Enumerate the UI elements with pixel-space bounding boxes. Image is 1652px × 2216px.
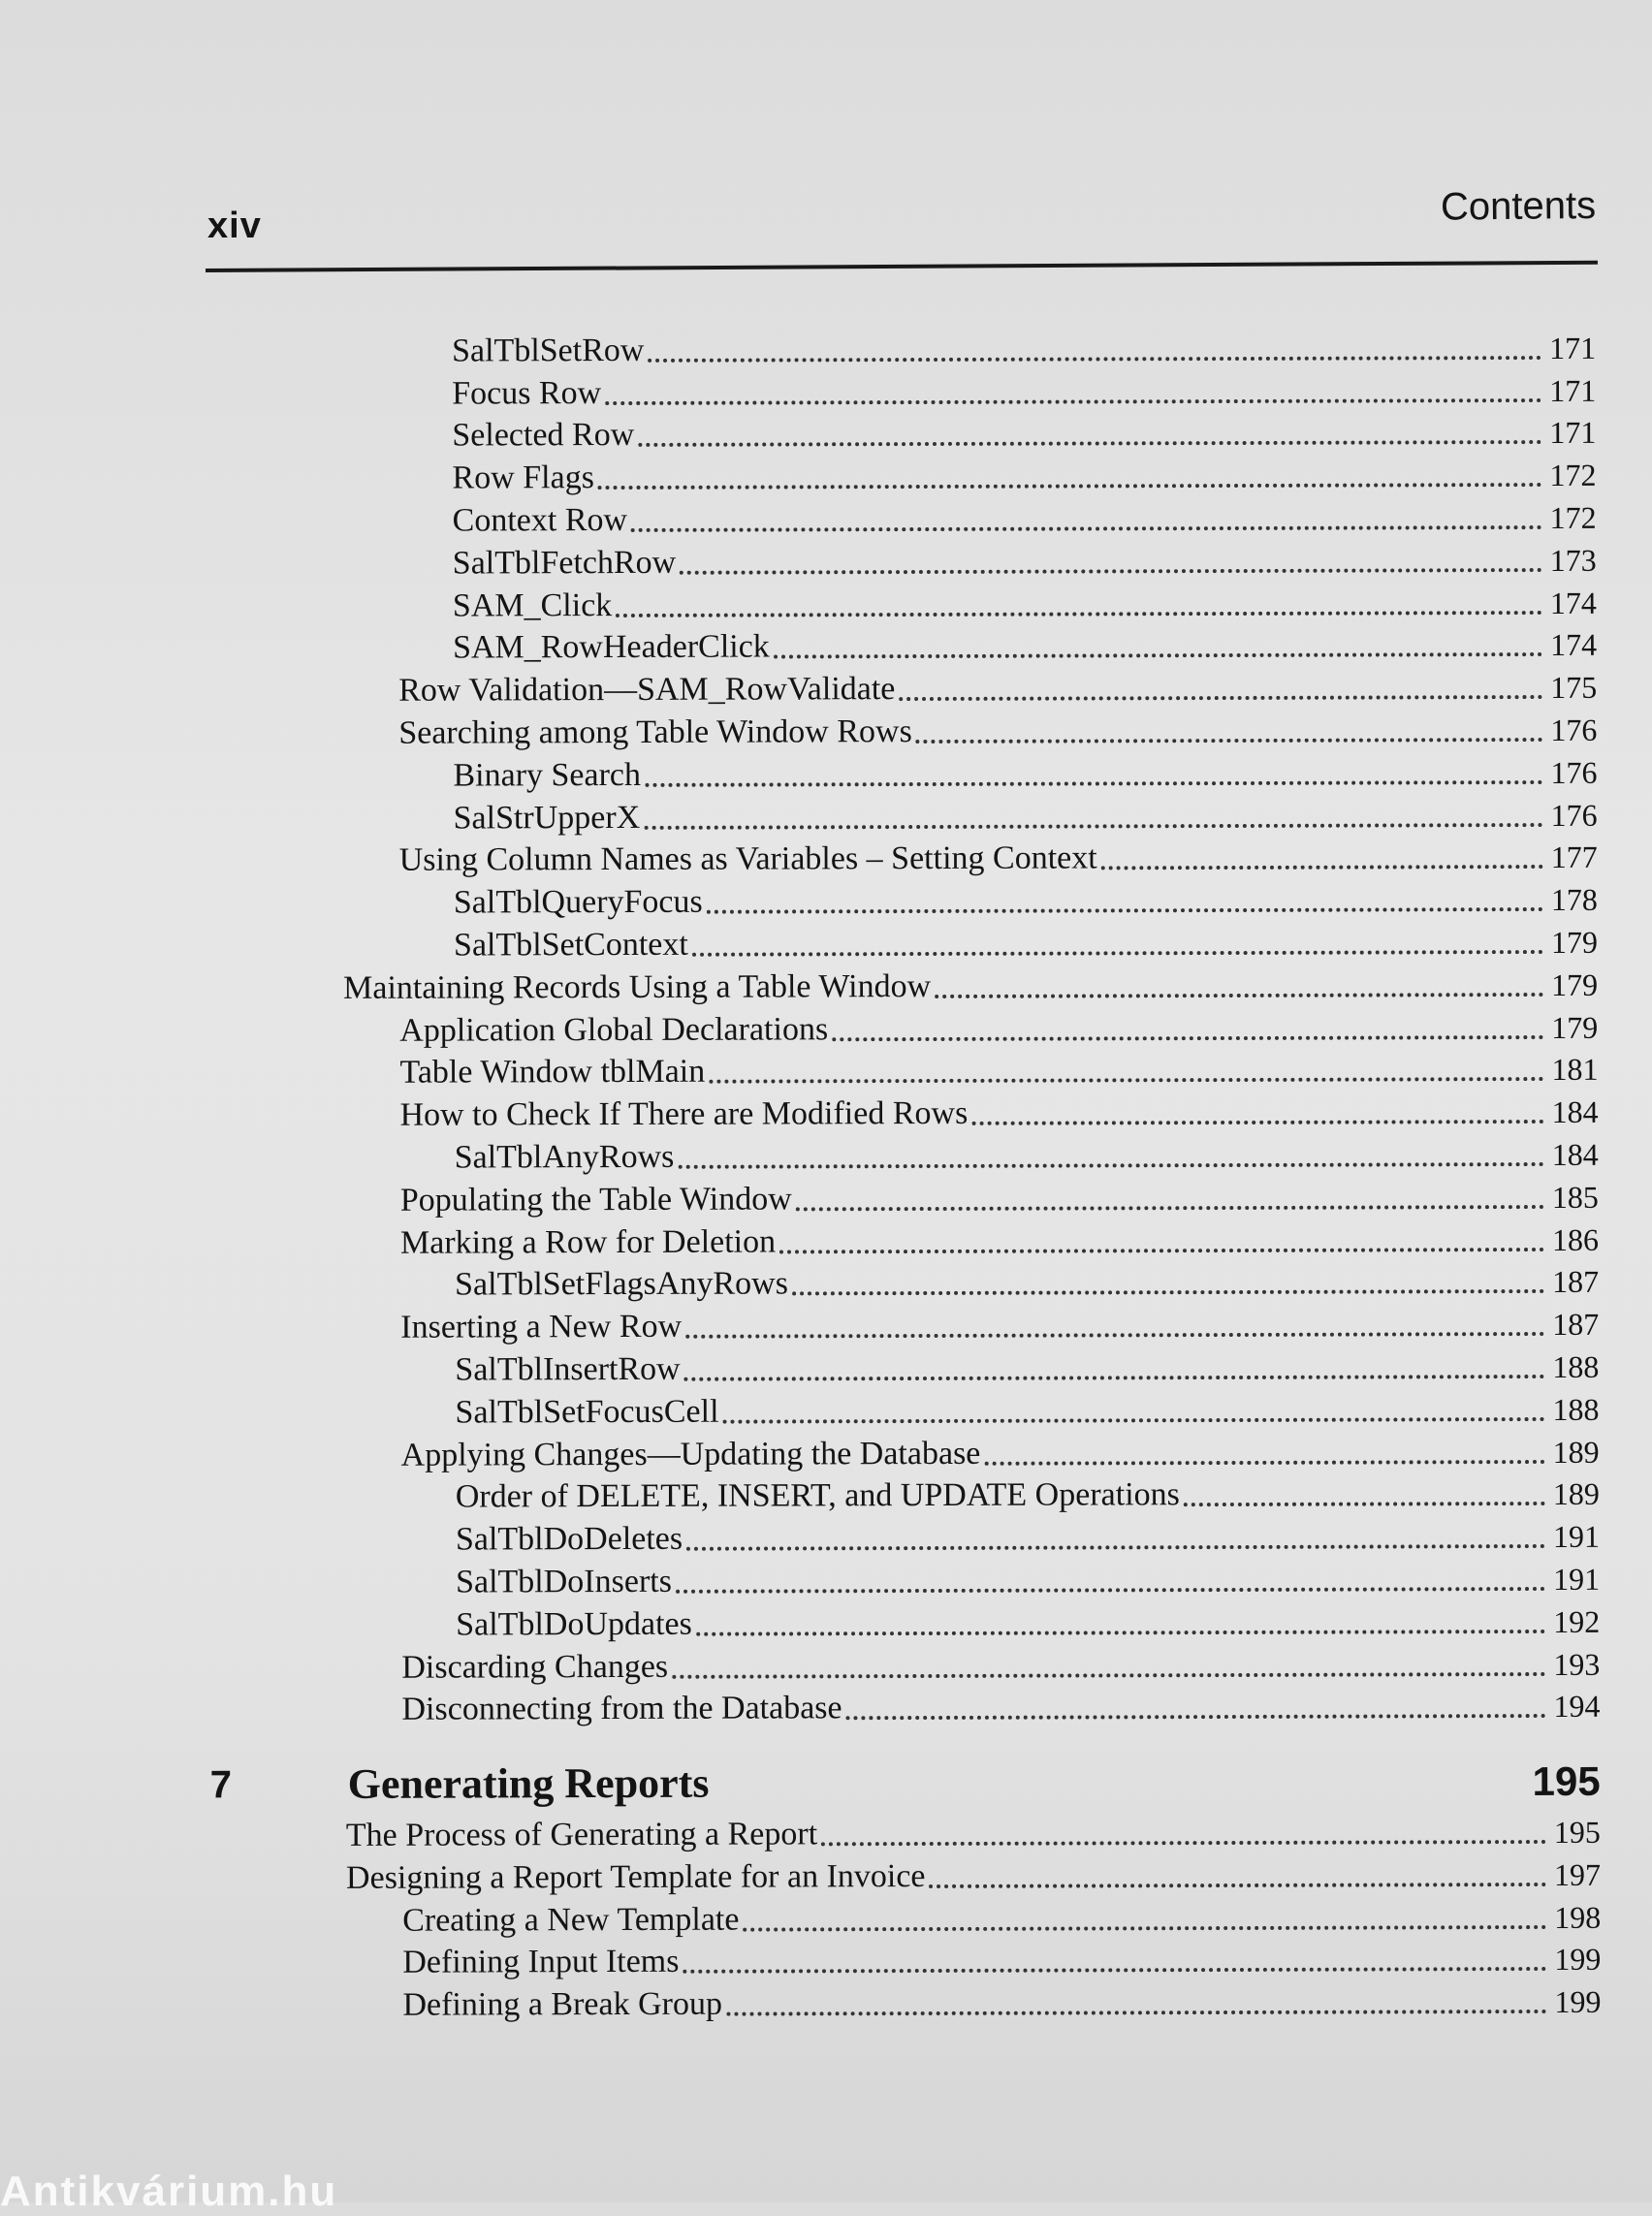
toc-entry — [4, 1513, 1652, 1561]
toc-entry-title: Maintaining Records Using a Table Window — [343, 967, 932, 1006]
dot-leader — [723, 1417, 1545, 1424]
toc-entry-title: Order of DELETE, INSERT, and UPDATE Operations — [455, 1476, 1180, 1515]
watermark: Antikvárium.hu — [0, 2168, 338, 2215]
toc-entry — [5, 1979, 1652, 2026]
toc-entry-page: 187 — [1552, 1306, 1600, 1343]
toc-entry-title: SalTblSetFocusCell — [455, 1393, 719, 1431]
toc-entry-page: 195 — [1553, 1814, 1601, 1851]
toc-entry-title: SalTblDoInserts — [456, 1563, 672, 1600]
toc-entry — [2, 1003, 1652, 1051]
toc-entry-title: SalTblDoDeletes — [455, 1520, 683, 1558]
dot-leader — [648, 356, 1541, 363]
toc-entry-title: Row Validation—SAM_RowValidate — [398, 671, 896, 709]
toc-entry-title: Marking a Row for Deletion — [399, 1223, 777, 1261]
toc-entry — [2, 1089, 1652, 1136]
toc-entry-title: Designing a Report Template for an Invoice — [345, 1857, 926, 1896]
toc-entry-page: 199 — [1554, 1984, 1602, 2020]
toc-entry-page: 174 — [1549, 585, 1597, 620]
toc-entry-title: SalStrUpperX — [453, 799, 641, 837]
toc-entry — [3, 1216, 1652, 1263]
toc-entry-title: SalTblSetContext — [453, 926, 688, 964]
toc-entry-title: SalTblFetchRow — [452, 544, 677, 582]
dot-leader — [846, 1714, 1546, 1720]
dot-leader — [644, 823, 1542, 830]
page-number: xiv — [207, 206, 262, 246]
toc-entry — [4, 1556, 1652, 1603]
toc-entry-page: 179 — [1551, 1009, 1599, 1045]
toc-entry-page: 191 — [1553, 1561, 1601, 1597]
toc-entry-page: 185 — [1551, 1179, 1599, 1215]
dot-leader — [930, 1883, 1547, 1888]
toc-entry — [3, 1344, 1652, 1391]
toc-entry — [0, 366, 1652, 414]
toc-entry-page: 177 — [1550, 839, 1598, 875]
dot-leader — [796, 1205, 1544, 1211]
toc-entry-page: 186 — [1551, 1221, 1600, 1257]
dot-leader — [984, 1460, 1544, 1466]
toc-entry-page: 174 — [1549, 627, 1598, 663]
toc-entry-page: 178 — [1550, 881, 1598, 918]
dot-leader — [692, 950, 1543, 957]
toc-entry-title: The Process of Generating a Report — [345, 1816, 818, 1853]
chapter-title: Generating Reports — [347, 1759, 710, 1809]
toc-entry-title: Defining Input Items — [402, 1944, 680, 1981]
dot-leader — [645, 780, 1542, 787]
toc-entry — [4, 1640, 1652, 1688]
dot-leader — [672, 1671, 1545, 1678]
toc-entry-page: 191 — [1552, 1518, 1600, 1555]
dot-leader — [605, 398, 1541, 405]
toc-entry-page: 181 — [1551, 1052, 1599, 1088]
toc-entry-page: 171 — [1549, 372, 1597, 408]
toc-entry — [1, 621, 1652, 669]
toc-entry-page: 184 — [1551, 1093, 1599, 1130]
toc-entry-title: SalTblDoUpdates — [456, 1605, 692, 1643]
toc-entry-title: SAM_RowHeaderClick — [452, 628, 770, 666]
toc-entry-title: Inserting a New Row — [400, 1308, 683, 1345]
toc-entry-title: Disconnecting from the Database — [401, 1690, 842, 1728]
toc-entry — [3, 1258, 1652, 1306]
dot-leader — [899, 695, 1542, 701]
toc-entry-page: 192 — [1553, 1603, 1601, 1639]
dot-leader — [696, 1630, 1545, 1636]
toc-entry-page: 189 — [1552, 1476, 1600, 1512]
dot-leader — [676, 1587, 1545, 1594]
dot-leader — [684, 1375, 1545, 1381]
toc-entry-page: 175 — [1550, 669, 1598, 706]
toc-entry-title: Binary Search — [453, 756, 642, 794]
dot-leader — [832, 1035, 1543, 1041]
toc-entry-page: 184 — [1551, 1136, 1599, 1172]
toc-entry-title: SalTblAnyRows — [454, 1138, 675, 1176]
toc-entry-title: SalTblInsertRow — [455, 1350, 681, 1388]
toc-entry — [4, 1599, 1652, 1646]
toc-entry-page: 173 — [1549, 542, 1597, 578]
toc-entry — [1, 664, 1652, 712]
dot-leader — [616, 611, 1542, 617]
dot-leader — [685, 1332, 1544, 1339]
toc-entry — [3, 1174, 1652, 1221]
dot-leader — [792, 1289, 1544, 1295]
toc-entry — [4, 1428, 1652, 1475]
dot-leader — [638, 440, 1541, 447]
toc-entry — [1, 537, 1652, 585]
chapter-page: 195 — [1532, 1758, 1601, 1805]
toc-entry — [1, 749, 1652, 797]
dot-leader — [726, 2010, 1546, 2016]
toc-entry — [2, 962, 1652, 1009]
toc-entry-page: 171 — [1549, 330, 1597, 365]
dot-leader — [1184, 1502, 1545, 1506]
toc-entry-page: 172 — [1549, 458, 1597, 493]
toc-entry-page: 176 — [1550, 754, 1598, 790]
toc-entry-title: Discarding Changes — [401, 1648, 669, 1686]
toc-entry — [2, 919, 1652, 966]
toc-entry — [3, 1386, 1652, 1434]
toc-entry-page: 171 — [1549, 415, 1597, 451]
header-rule — [206, 261, 1598, 272]
toc-entry-page: 198 — [1554, 1899, 1602, 1935]
toc-entry-title: Using Column Names as Variables – Setting Context — [398, 839, 1097, 879]
dot-leader — [935, 993, 1543, 998]
toc-entry — [0, 452, 1652, 499]
toc-entry — [1, 707, 1652, 754]
toc-entry — [2, 876, 1652, 924]
toc-entry-title: SalTblSetFlagsAnyRows — [455, 1265, 788, 1303]
toc-entries-before — [0, 325, 1652, 1731]
toc-entry-title: Application Global Declarations — [399, 1010, 829, 1049]
toc-entry — [4, 1471, 1652, 1518]
toc-entry-title: Applying Changes—Updating the Database — [400, 1435, 981, 1473]
dot-leader — [631, 525, 1542, 532]
toc-entry — [3, 1301, 1652, 1348]
toc-entry-title: Table Window tblMain — [399, 1054, 706, 1092]
chapter-heading — [5, 1735, 1652, 1814]
toc-entry-page: 189 — [1552, 1434, 1600, 1470]
toc-entry-title: Context Row — [452, 501, 628, 539]
dot-leader — [774, 652, 1542, 658]
toc-entry — [5, 1809, 1652, 1856]
dot-leader — [680, 568, 1542, 575]
toc-entry-page: 176 — [1550, 712, 1598, 747]
dot-leader — [821, 1840, 1546, 1846]
toc-entry-page: 179 — [1550, 924, 1599, 960]
chapter-number: 7 — [209, 1763, 233, 1807]
toc-entry-page: 188 — [1552, 1348, 1600, 1384]
toc-entry — [5, 1936, 1652, 1983]
toc-entry-title: SAM_Click — [452, 586, 613, 624]
dot-leader — [1101, 865, 1543, 870]
toc-entry-page: 172 — [1549, 499, 1597, 535]
toc-entry-page: 193 — [1553, 1646, 1601, 1682]
toc-entry-title: Defining a Break Group — [402, 1985, 723, 2023]
toc-entry-page: 197 — [1553, 1856, 1602, 1892]
toc-entry-page: 188 — [1552, 1391, 1600, 1427]
toc-entry — [1, 494, 1652, 542]
toc-entry-title: Creating a New Template — [402, 1901, 740, 1939]
dot-leader — [971, 1120, 1543, 1125]
toc-entry — [2, 834, 1652, 881]
toc-entry-title: SalTblSetRow — [452, 332, 645, 369]
dot-leader — [709, 1077, 1543, 1084]
toc-entry-title: How to Check If There are Modified Rows — [399, 1095, 969, 1133]
dot-leader — [683, 1967, 1546, 1974]
dot-leader — [678, 1162, 1543, 1169]
dot-leader — [779, 1248, 1544, 1253]
toc-entry — [5, 1894, 1652, 1942]
dot-leader — [598, 483, 1542, 490]
toc-entry-page: 199 — [1554, 1942, 1602, 1978]
toc-entry-page: 194 — [1553, 1689, 1601, 1725]
toc-entry-page: 187 — [1552, 1264, 1600, 1300]
dot-leader — [916, 738, 1543, 744]
dot-leader — [743, 1925, 1546, 1932]
toc-entry-title: Populating the Table Window — [399, 1181, 792, 1219]
toc-entry — [0, 325, 1652, 372]
toc-entry-title: SalTblQueryFocus — [453, 883, 703, 921]
toc-entry — [4, 1683, 1652, 1730]
toc-entry — [2, 791, 1652, 839]
dot-leader — [707, 907, 1543, 914]
toc-entry-title: Selected Row — [452, 417, 635, 454]
toc-entry — [0, 409, 1652, 457]
table-of-contents — [0, 325, 1652, 2027]
toc-entry — [5, 1852, 1652, 1899]
toc-entry — [2, 1046, 1652, 1093]
running-head: Contents — [1440, 184, 1597, 229]
toc-entries-after — [5, 1809, 1652, 2026]
toc-entry-title: Row Flags — [452, 459, 594, 496]
dot-leader — [686, 1544, 1545, 1551]
toc-entry — [1, 579, 1652, 626]
toc-entry-page: 179 — [1551, 966, 1599, 1002]
toc-entry-page: 176 — [1550, 797, 1598, 833]
toc-entry-title: Searching among Table Window Rows — [398, 713, 912, 751]
toc-entry-title: Focus Row — [452, 374, 602, 412]
toc-entry — [3, 1131, 1652, 1179]
